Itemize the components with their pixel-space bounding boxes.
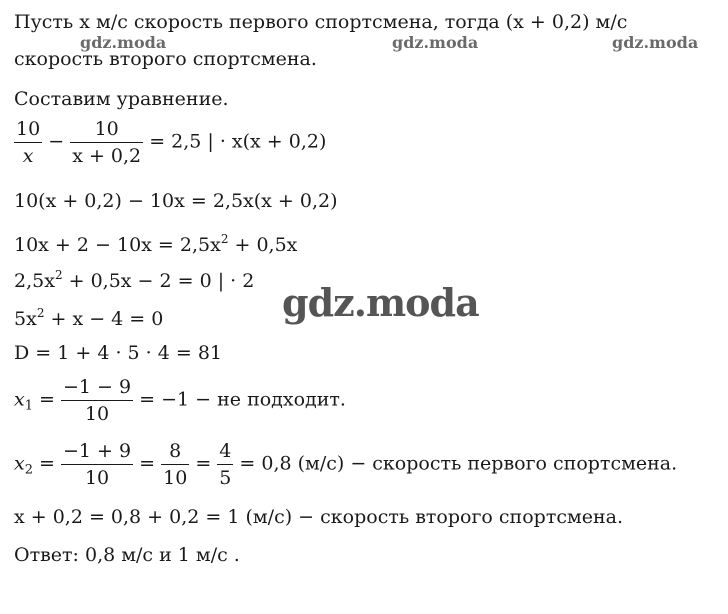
watermark: gdz.moda <box>392 33 479 52</box>
denominator: x <box>22 145 34 167</box>
subscript: 2 <box>24 462 33 478</box>
numerator: 8 <box>161 438 189 465</box>
operator: = <box>33 452 61 475</box>
equation-line-5: 10(x + 0,2) − 10x = 2,5x(x + 0,2) <box>14 190 338 212</box>
equation-part: + x − 4 = 0 <box>44 308 164 330</box>
equation-line-11 <box>14 438 677 491</box>
exponent: 2 <box>36 306 45 320</box>
numerator: −1 − 9 <box>61 374 133 401</box>
fraction <box>61 374 133 427</box>
watermark-large: gdz.moda <box>282 280 479 325</box>
equation-line-6 <box>14 227 297 257</box>
equation-part: 5x <box>14 308 37 330</box>
fraction <box>161 438 189 491</box>
equation-line-10 <box>14 374 346 427</box>
fraction <box>217 438 233 491</box>
equation-line-7 <box>14 263 254 293</box>
numerator: −1 + 9 <box>61 438 133 465</box>
equation-line-4 <box>14 116 326 169</box>
exponent: 2 <box>220 232 229 246</box>
operator: = <box>189 452 218 475</box>
numerator: 10 <box>14 116 42 143</box>
numerator: 4 <box>217 438 233 465</box>
equation-rest: = −1 − не подходит. <box>133 388 346 411</box>
fraction <box>70 116 143 169</box>
exponent: 2 <box>54 268 63 282</box>
equation-part: + 0,5x − 2 = 0 | · 2 <box>62 270 255 292</box>
equation-part: 10x + 2 − 10x = 2,5x <box>14 234 221 256</box>
fraction <box>14 116 42 169</box>
denominator: 10 <box>163 467 188 489</box>
subscript: 1 <box>24 398 33 414</box>
equation-rest: = 2,5 | · x(x + 0,2) <box>149 130 327 153</box>
denominator: 5 <box>219 467 232 489</box>
text-line-3: Составим уравнение. <box>14 88 229 110</box>
operator: − <box>48 130 65 153</box>
fraction <box>61 438 133 491</box>
operator: = <box>133 452 162 475</box>
text-line-2: скорость второго спортсмена. <box>14 48 317 70</box>
equation-rest: = 0,8 (м/с) − скорость первого спортсмена. <box>233 452 678 475</box>
variable: x <box>14 452 25 475</box>
denominator: 10 <box>84 467 110 489</box>
watermark: gdz.moda <box>612 33 699 52</box>
numerator: 10 <box>70 116 143 143</box>
equation-line-9: D = 1 + 4 · 5 · 4 = 81 <box>14 342 222 364</box>
equation-line-8 <box>14 301 163 331</box>
operator: = <box>33 388 61 411</box>
answer-line: Ответ: 0,8 м/с и 1 м/с . <box>14 544 240 566</box>
equation-part: + 0,5x <box>228 234 298 256</box>
denominator: 10 <box>84 403 110 425</box>
equation-part: 2,5x <box>14 270 55 292</box>
denominator: x + 0,2 <box>72 145 142 167</box>
equation-line-12: x + 0,2 = 0,8 + 0,2 = 1 (м/с) − скорость второго спортсмена. <box>14 506 624 528</box>
variable: x <box>14 388 25 411</box>
watermark: gdz.moda <box>80 33 167 52</box>
text-line-1: Пусть x м/с скорость первого спортсмена, тогда (x + 0,2) м/с <box>14 11 628 33</box>
